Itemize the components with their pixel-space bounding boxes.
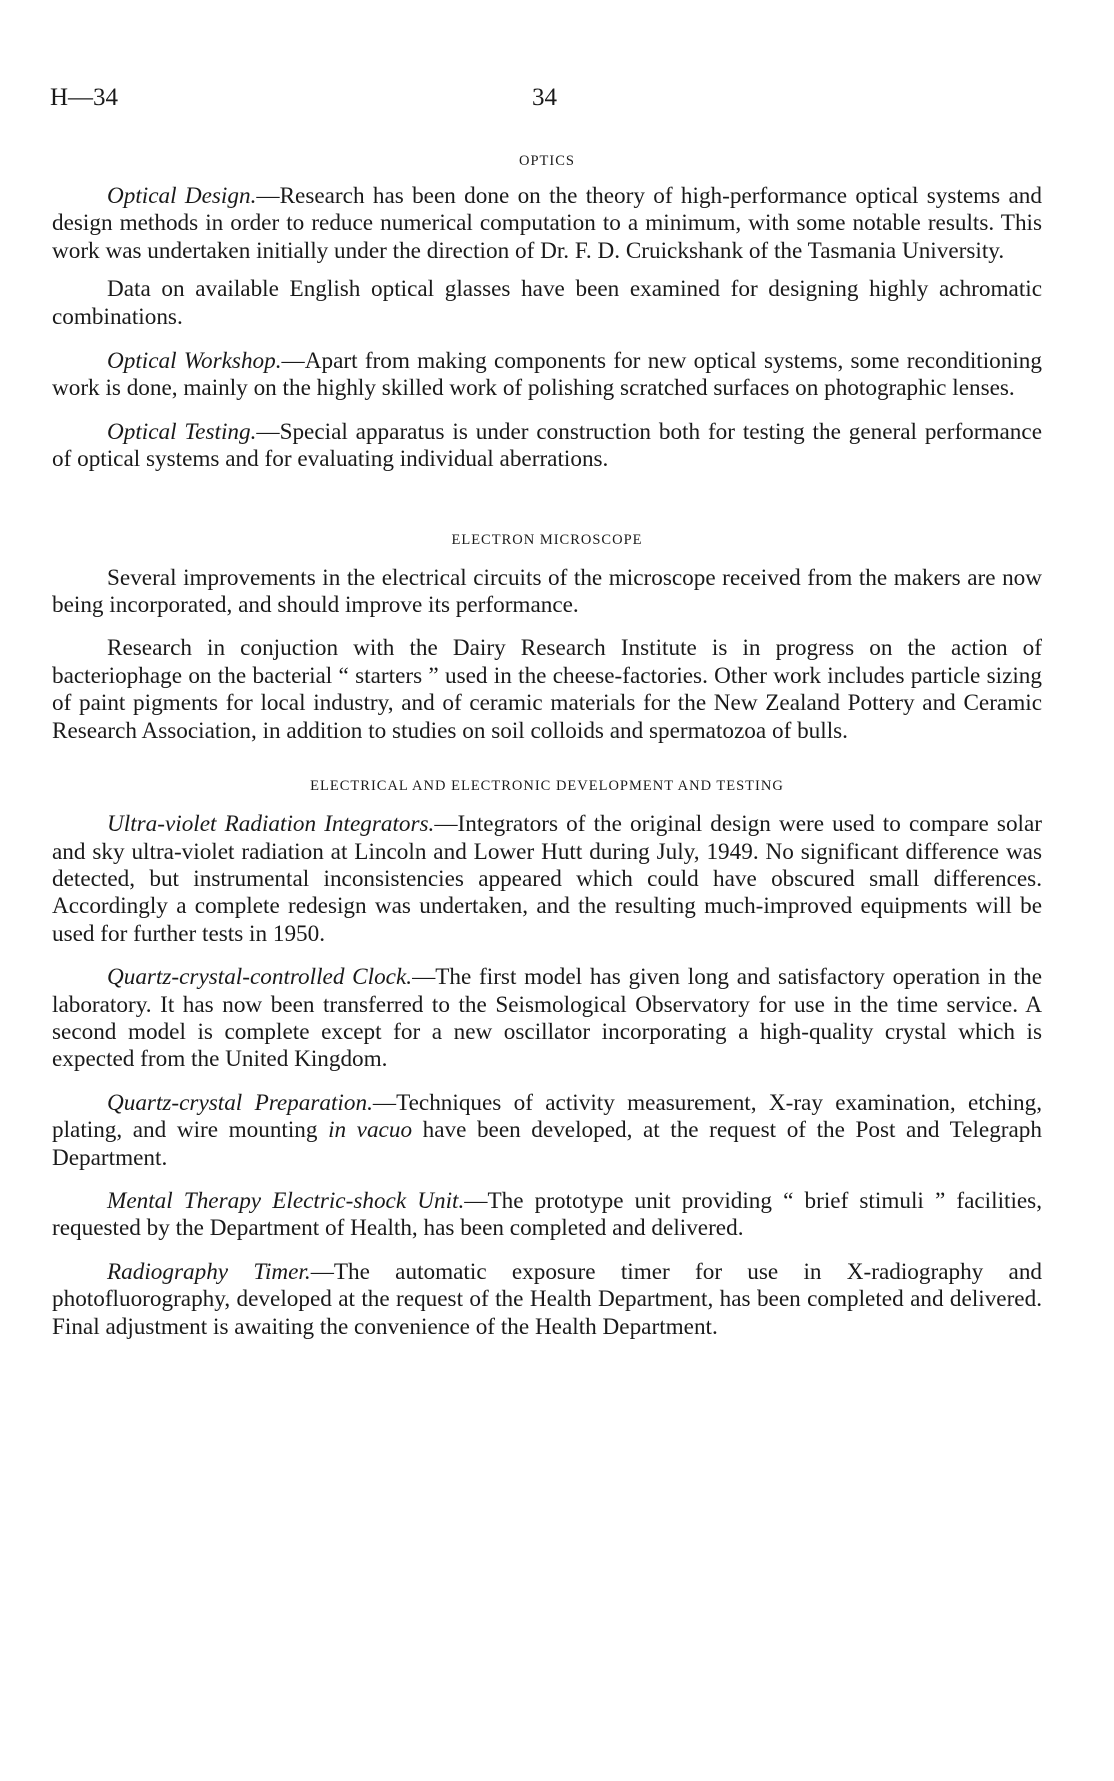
paragraph-body: —Integrators of the original design were used to compare solar and sky ultra-violet radiation at Lincoln and Lower Hutt during July, 1949. No significant difference was detected, but instrumental inconsistencies appeared which could have obscured small differences. Accordingly a complete redesign was undertaken, and the resulting much-improved equipments will be used for further tests in 1950. [52,811,1042,947]
paragraph-body: —Apart from making components for new optical systems, some reconditioning work is done, mainly on the highly skilled work of polishing scratched surfaces on photographic lenses. [52,348,1042,402]
paragraph-lead: Quartz-crystal Preparation. [107,1089,373,1116]
section-heading-electron-microscope: ELECTRON MICROSCOPE [451,531,643,548]
section-heading-electrical: ELECTRICAL AND ELECTRONIC DEVELOPMENT AND TESTING [310,778,784,795]
paragraph-lead: Optical Design. [107,183,257,209]
paragraph-body: Data on available English optical glasses have been examined for designing highly achromatic combinations. [52,276,1042,330]
paragraph-quartz-preparation [52,1090,1042,1172]
paragraph-radiography-timer [52,1259,1042,1341]
page-number: 34 [532,84,557,111]
paragraph-italic-term: in vacuo [328,1117,413,1144]
section-heading-optics: OPTICS [519,153,575,169]
paragraph-shock-unit [52,1188,1042,1243]
paragraph-body: Several improvements in the electrical circuits of the microscope received from the makers are now being incorporated, and should improve its performance. [52,564,1042,619]
paragraph-lead: Optical Testing. [107,418,257,445]
paragraph-optical-glasses [52,276,1042,331]
paragraph-optical-workshop [52,348,1042,403]
paragraph-body: —Research has been done on the theory of high-performance optical systems and design methods in order to reduce numerical computation to a minimum, with some notable results. This work was undertaken initially under the direction of Dr. F. D. Cruickshank of the Tasmania University. [52,183,1042,264]
page-header [50,84,1064,118]
page-content [52,153,1042,1341]
paragraph-optical-testing [52,419,1042,474]
paragraph-body: —Special apparatus is under construction both for testing the general performance of optical systems and for evaluating individual aberrations. [52,418,1042,473]
paragraph-body: —The prototype unit providing “ brief stimuli ” facilities, requested by the Department of Health, has been completed and delivered. [52,1187,1043,1242]
paragraph-body: have been developed, at the request of the Post and Telegraph Department. [52,1117,1042,1171]
page-code: H—34 [50,84,119,111]
paragraph-optical-design [52,183,1042,265]
paragraph-uv-integrators [52,811,1042,948]
paragraph-body: —Techniques of activity measurement, X-ray examination, etching, plating, and wire mounting [52,1089,1043,1144]
paragraph-lead: Radiography Timer. [107,1258,311,1285]
paragraph-dairy-research [52,635,1042,745]
paragraph-lead: Optical Workshop. [107,348,282,375]
paragraph-quartz-clock [52,964,1042,1074]
paragraph-body: —The automatic exposure timer for use in X-radiography and photofluorography, developed at the request of the Health Department, has been completed and delivered. Final adjustment is awaiting the convenience of the Health Department. [52,1258,1043,1340]
paragraph-lead: Ultra-violet Radiation Integrators. [107,811,435,838]
paragraph-lead: Quartz-crystal-controlled Clock. [107,964,413,991]
paragraph-microscope-improvements [52,565,1042,620]
paragraph-body: Research in conjuction with the Dairy Research Institute is in progress on the action of bacteriophage on the bacterial “ starters ” used in the cheese-factories. Other work includes particle sizing of paint pigments for local industry, and of ceramic materials for the New Zealand Pottery and Ceramic Research Association, in addition to studies on soil colloids and spermatozoa of bulls. [52,635,1042,744]
paragraph-body: —The first model has given long and satisfactory operation in the laboratory. It has now been transferred to the Seismological Observatory for use in the time service. A second model is complete except for a new oscillator incorporating a high-quality crystal which is expected from the United Kingdom. [52,964,1043,1073]
paragraph-lead: Mental Therapy Electric-shock Unit. [107,1187,465,1214]
